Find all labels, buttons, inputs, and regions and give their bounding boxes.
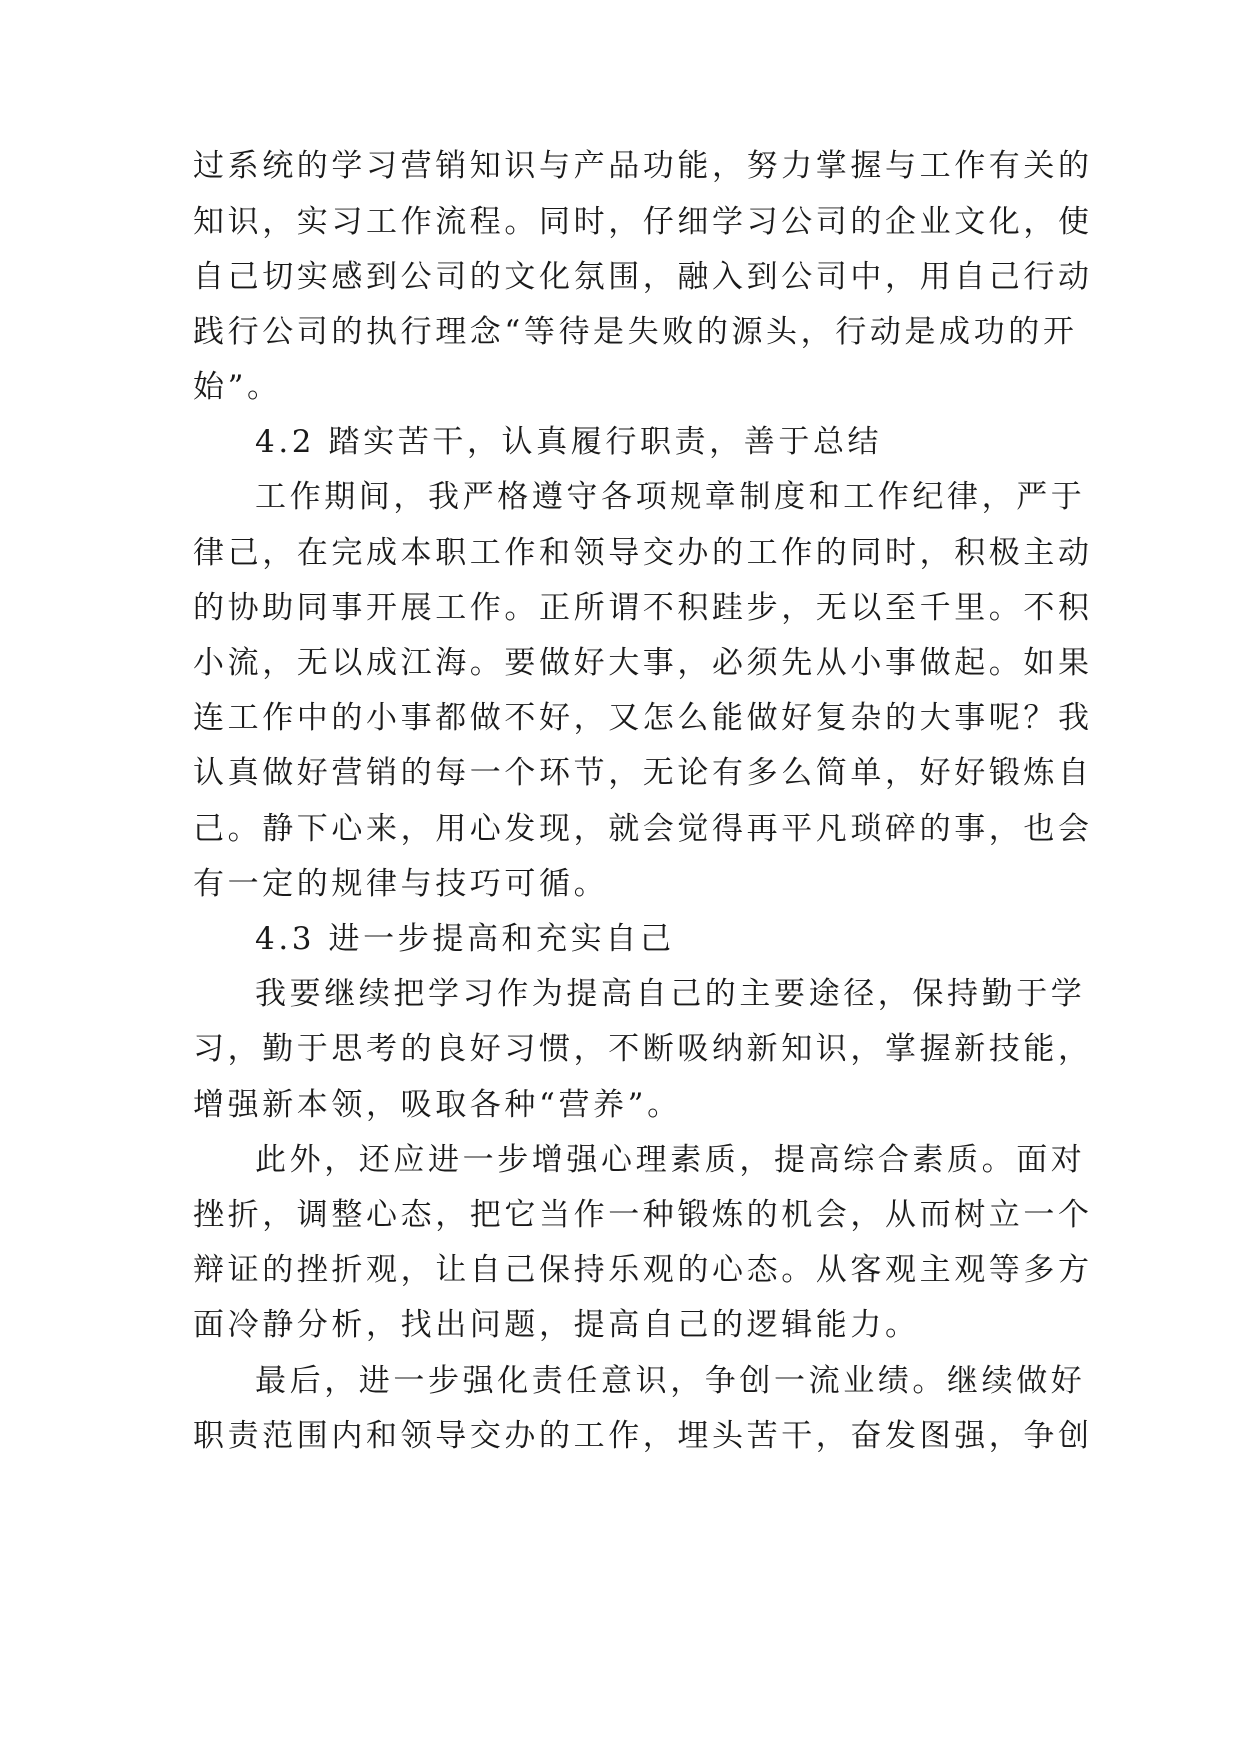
body-text-line: 自己切实感到公司的文化氛围，融入到公司中，用自己行动: [193, 259, 1093, 295]
section-heading-4-2: 4.2 踏实苦干，认真履行职责，善于总结: [255, 424, 883, 460]
paragraph-first-line: 我要继续把学习作为提高自己的主要途径，保持勤于学: [255, 976, 1086, 1012]
section-heading-4-3: 4.3 进一步提高和充实自己: [255, 921, 675, 957]
body-text-line: 小流，无以成江海。要做好大事，必须先从小事做起。如果: [193, 645, 1093, 681]
body-text-line: 的协助同事开展工作。正所谓不积跬步，无以至千里。不积: [193, 590, 1093, 626]
body-text-line: 增强新本领，吸取各种“营养”。: [193, 1087, 682, 1123]
body-text-line: 挫折，调整心态，把它当作一种锻炼的机会，从而树立一个: [193, 1197, 1093, 1233]
paragraph-first-line: 此外，还应进一步增强心理素质，提高综合素质。面对: [255, 1142, 1086, 1178]
body-text-line: 知识，实习工作流程。同时，仔细学习公司的企业文化，使: [193, 204, 1093, 240]
body-text-line: 认真做好营销的每一个环节，无论有多么简单，好好锻炼自: [193, 755, 1093, 791]
body-text-line: 连工作中的小事都做不好，又怎么能做好复杂的大事呢？我: [193, 700, 1093, 736]
body-text-line: 始”。: [193, 369, 282, 405]
body-text-line: 职责范围内和领导交办的工作，埋头苦干，奋发图强，争创: [193, 1418, 1093, 1454]
body-text-line: 律己，在完成本职工作和领导交办的工作的同时，积极主动: [193, 535, 1093, 571]
paragraph-first-line: 工作期间，我严格遵守各项规章制度和工作纪律，严于: [255, 479, 1086, 515]
body-text-line: 习，勤于思考的良好习惯，不断吸纳新知识，掌握新技能，: [193, 1031, 1093, 1067]
body-text-line: 过系统的学习营销知识与产品功能，努力掌握与工作有关的: [193, 148, 1093, 184]
body-text-line: 践行公司的执行理念“等待是失败的源头，行动是成功的开: [193, 314, 1078, 350]
body-text-line: 面冷静分析，找出问题，提高自己的逻辑能力。: [193, 1307, 920, 1343]
paragraph-first-line: 最后，进一步强化责任意识，争创一流业绩。继续做好: [255, 1363, 1086, 1399]
body-text-line: 辩证的挫折观，让自己保持乐观的心态。从客观主观等多方: [193, 1252, 1093, 1288]
body-text-line: 己。静下心来，用心发现，就会觉得再平凡琐碎的事，也会: [193, 811, 1093, 847]
body-text-line: 有一定的规律与技巧可循。: [193, 866, 609, 902]
